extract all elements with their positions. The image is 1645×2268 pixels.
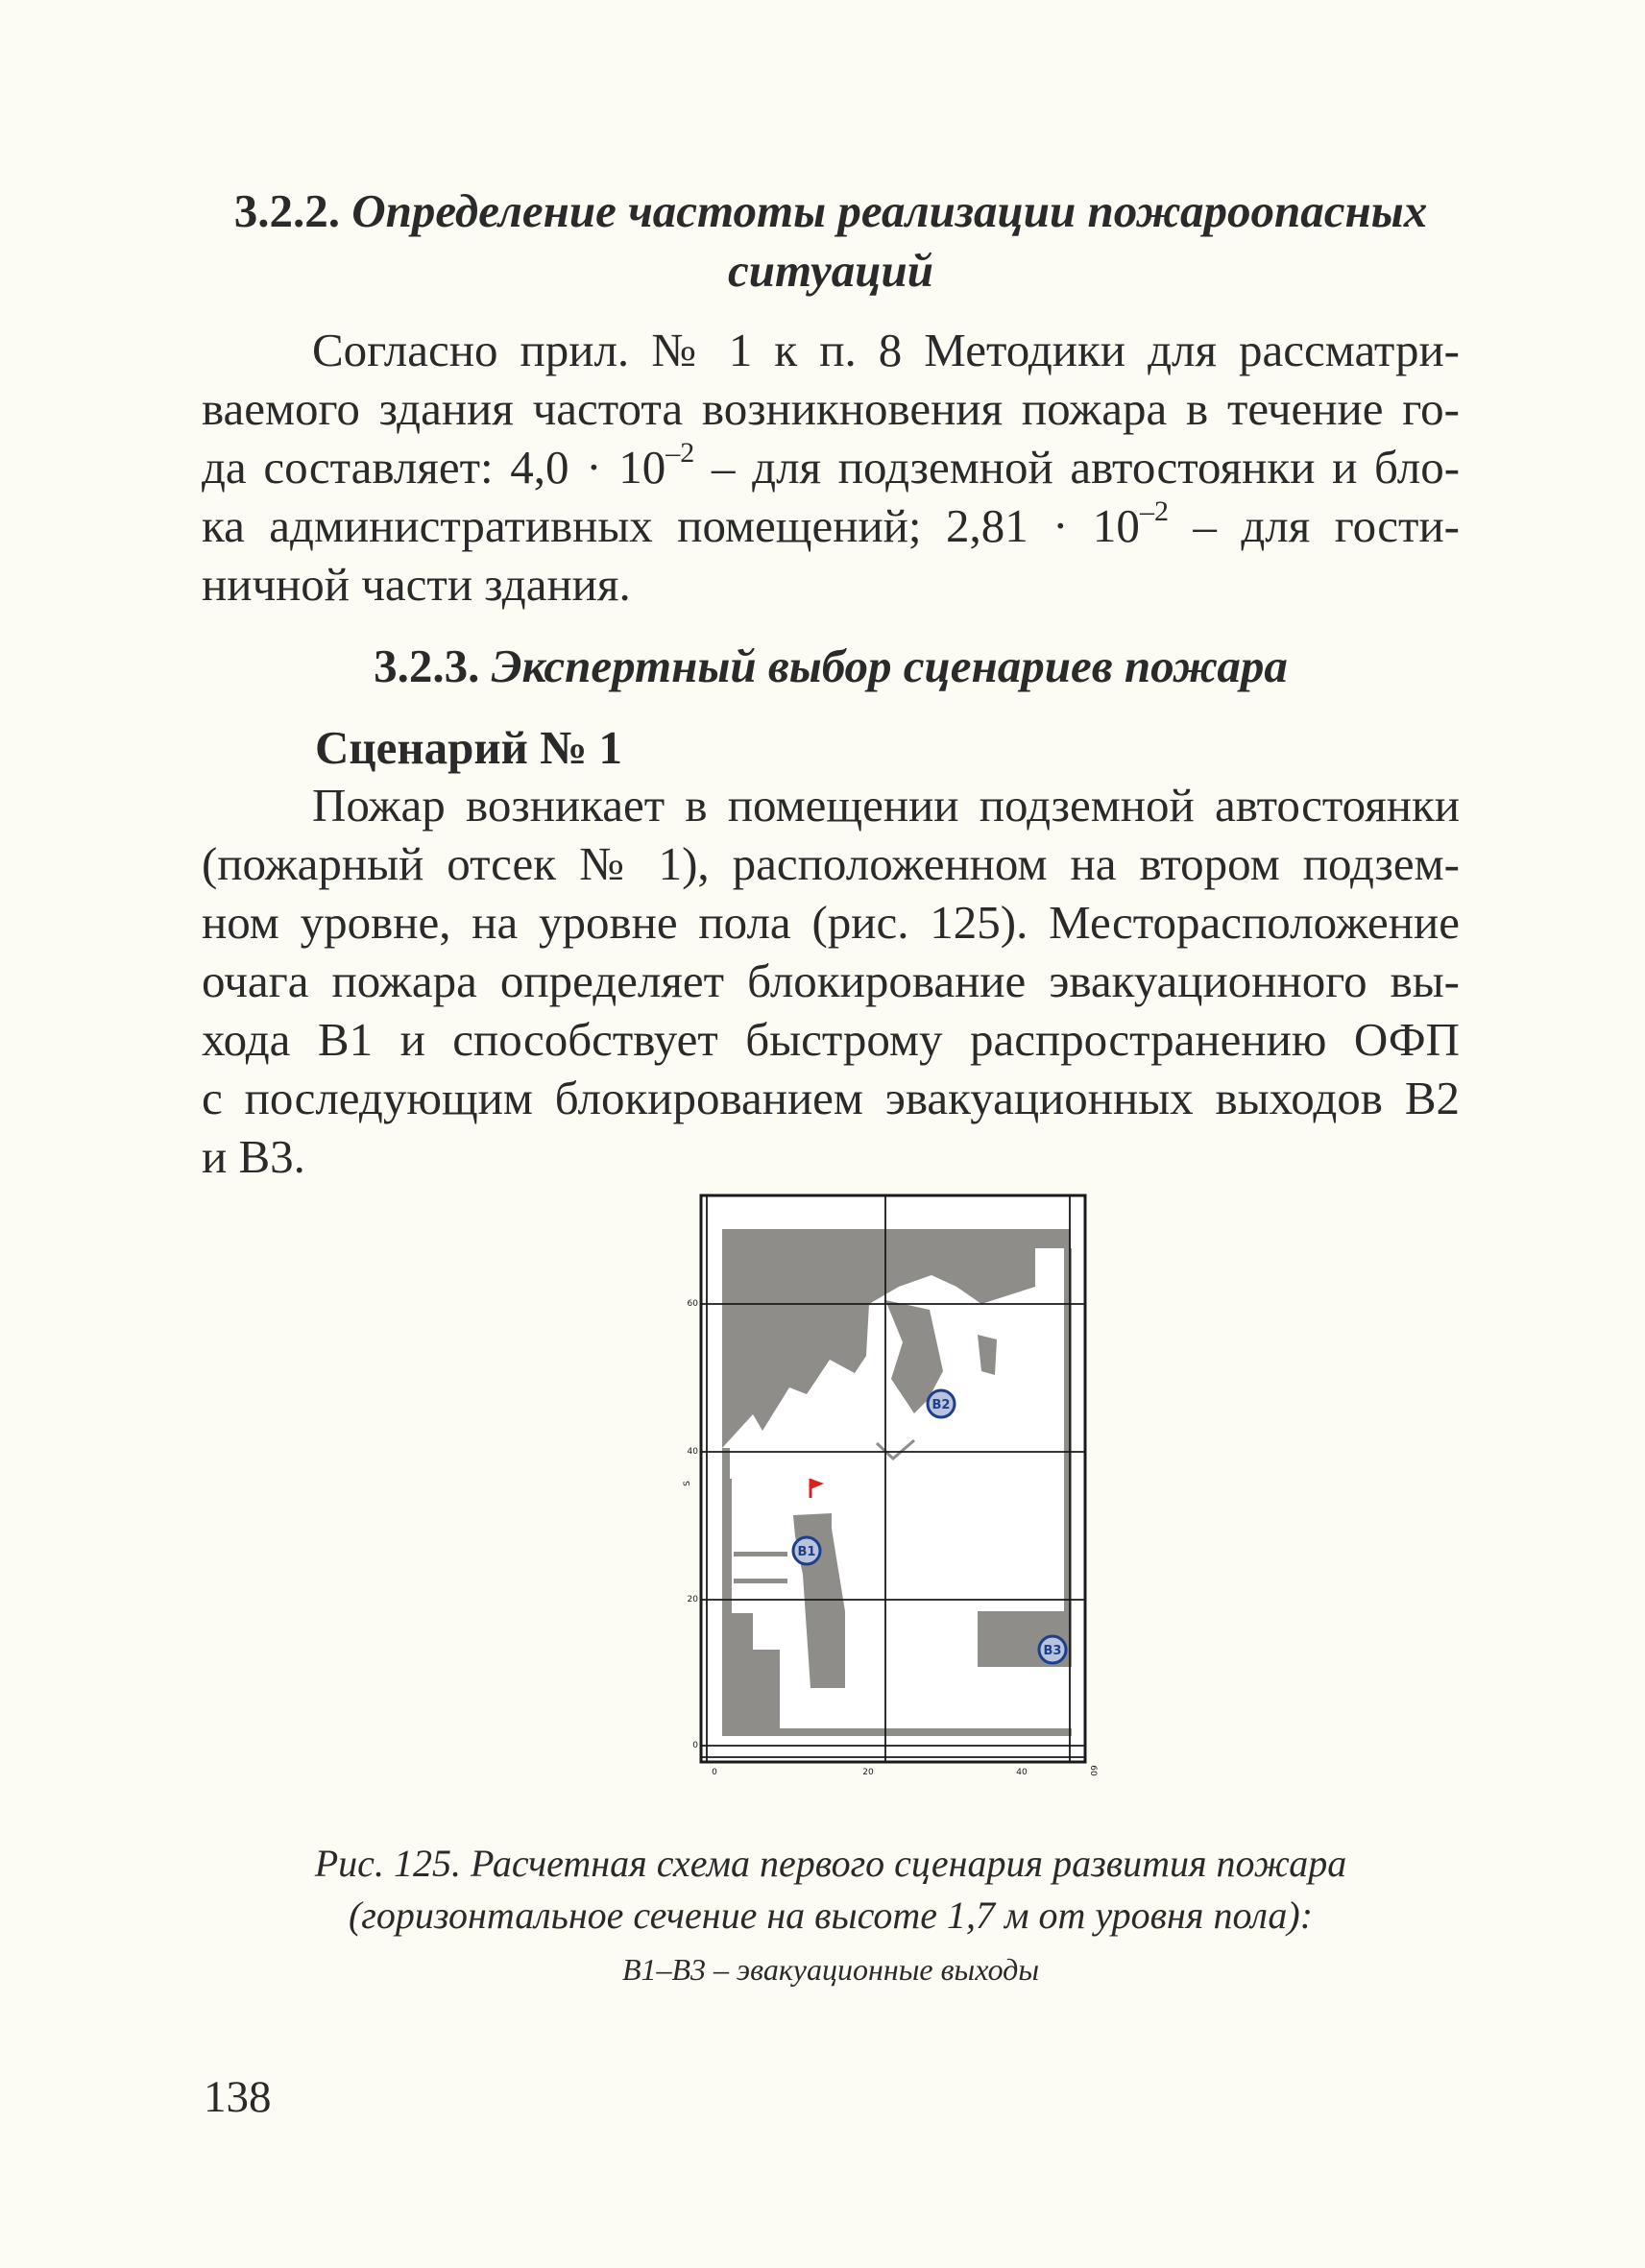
y-tick-label: 0	[692, 1741, 698, 1750]
paragraph-line: Пожар возникает в помещении подземной автостоянки	[312, 779, 1460, 832]
paragraph-line: ваемого здания частота возникновения пожара в течение го-	[202, 382, 1460, 435]
caption-line2: (горизонтальное сечение на высоте 1,7 м от уровня пола):	[348, 1894, 1314, 1937]
section-323-heading	[202, 636, 1460, 697]
paragraph-line: хода В1 и способствует быстрому распространению ОФП	[202, 1013, 1460, 1066]
paragraph-line: ном уровне, на уровне пола (рис. 125). Месторасположение	[202, 896, 1460, 949]
section-322-heading-line2	[202, 240, 1460, 302]
paragraph-line	[202, 438, 1460, 496]
freq-line4-a: ка административных помещений; 2,81 · 10	[202, 499, 1140, 552]
caption-line1: Рис. 125. Расчетная схема первого сценария развития пожара	[314, 1842, 1347, 1885]
exponent: –2	[665, 437, 695, 469]
y-tick-label: 60	[687, 1299, 698, 1309]
section-323-title: Экспертный выбор сценариев пожара	[491, 639, 1288, 692]
section-322-title-line2: ситуаций	[728, 244, 933, 297]
paragraph-line	[202, 496, 1460, 555]
exit-b2	[928, 1390, 955, 1417]
section-322-title-line1: Определение частоты реализации пожароопасных	[351, 184, 1428, 237]
section-323-number: 3.2.3.	[374, 639, 480, 692]
exit-b1	[793, 1537, 820, 1564]
section-322-heading	[202, 181, 1460, 242]
paragraph-line: ничной части здания.	[202, 558, 631, 611]
x-tick-label: 0	[712, 1768, 717, 1777]
bottom-strip	[722, 1728, 1072, 1736]
paragraph-line: Согласно прил. № 1 к п. 8 Методики для рассматри-	[312, 324, 1460, 376]
scenario-heading: Сценарий № 1	[315, 721, 623, 774]
exponent: –2	[1139, 495, 1169, 527]
freq-line4-b: – для гости-	[1168, 499, 1460, 552]
freq-line3-b: – для подземной автостоянки и бло-	[694, 441, 1461, 494]
freq-line3-a: да составляет: 4,0 · 10	[202, 441, 666, 494]
frequency-paragraph	[202, 321, 1460, 614]
paragraph-line: и В3.	[202, 1130, 305, 1183]
section-322-number: 3.2.2.	[233, 184, 340, 237]
left-wall-upper	[722, 1448, 730, 1481]
exit-label: B2	[931, 1398, 951, 1412]
page-number: 138	[204, 2072, 272, 2122]
exit-label: B1	[797, 1545, 816, 1559]
left-bar-2	[734, 1579, 787, 1583]
x-tick-label: 60	[1088, 1765, 1098, 1776]
paragraph-line: с последующим блокированием эвакуационных выходов В2	[202, 1072, 1460, 1124]
x-tick-label: 20	[862, 1768, 874, 1777]
x-tick-label: 40	[1016, 1768, 1028, 1777]
scenario-paragraph	[202, 776, 1460, 1186]
exit-b3	[1039, 1636, 1066, 1663]
fire-scenario-plan	[672, 1191, 1098, 1815]
exit-label: B3	[1043, 1644, 1062, 1658]
paragraph-line: (пожарный отсек № 1), расположенном на втором подзем-	[202, 837, 1460, 890]
paragraph-line: очага пожара определяет блокирование эвакуационного вы-	[202, 954, 1460, 1007]
y-axis-label: S	[683, 1481, 692, 1486]
y-tick-label: 40	[687, 1447, 698, 1457]
figure-legend: В1–В3 – эвакуационные выходы	[621, 1952, 1040, 1987]
left-bar-1	[734, 1552, 787, 1556]
figure-caption	[202, 1838, 1460, 1942]
y-tick-label: 20	[687, 1595, 698, 1604]
